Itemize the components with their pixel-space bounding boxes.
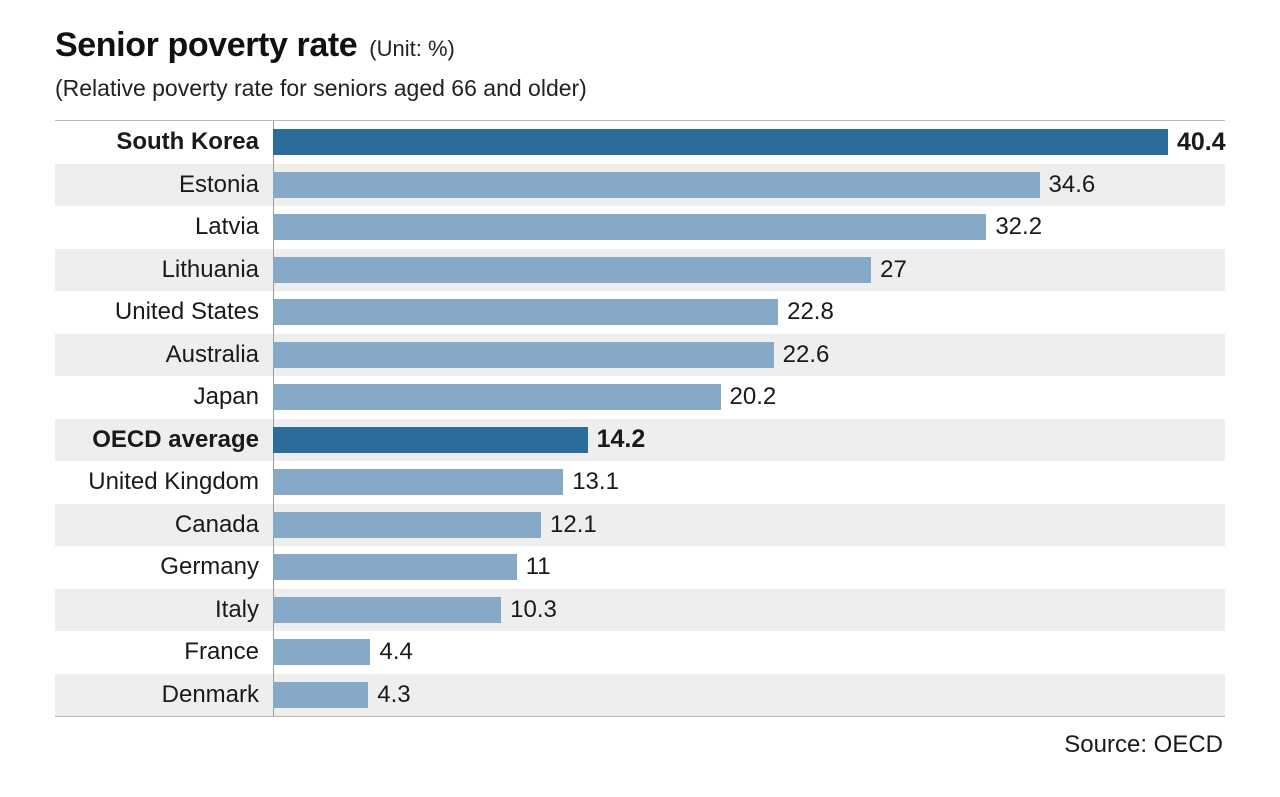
table-row [55, 631, 1225, 674]
bar-area [273, 589, 1225, 632]
table-row [55, 164, 1225, 207]
bar [273, 512, 541, 538]
bar-area [273, 376, 1225, 419]
bar-chart [55, 120, 1225, 717]
bar [273, 342, 774, 368]
table-row [55, 121, 1225, 164]
table-row [55, 206, 1225, 249]
bar-area [273, 164, 1225, 207]
chart-rows [55, 121, 1225, 716]
bar-area [273, 206, 1225, 249]
bar [273, 427, 588, 453]
bar-value-label: 13.1 [572, 468, 619, 496]
bar-area [273, 291, 1225, 334]
row-label: Australia [165, 340, 259, 368]
chart-header [55, 0, 1225, 102]
title-line [55, 26, 1225, 65]
bar-area [273, 334, 1225, 377]
row-label: Denmark [161, 680, 259, 708]
bar-value-label: 12.1 [550, 510, 597, 538]
bar-value-label: 27 [880, 255, 907, 283]
bar-area [273, 631, 1225, 674]
table-row [55, 546, 1225, 589]
bar-value-label: 34.6 [1048, 170, 1096, 198]
bar [273, 257, 871, 283]
chart-subtitle: (Relative poverty rate for seniors aged 66 and older) [55, 75, 587, 101]
row-label: France [184, 638, 259, 666]
bar-area [273, 249, 1225, 292]
bar [273, 129, 1168, 155]
table-row [55, 461, 1225, 504]
bar-area [273, 546, 1225, 589]
bar-value-label: 32.2 [995, 213, 1043, 241]
bar-value-label: 20.2 [729, 383, 777, 411]
page-title: Senior poverty rate [55, 26, 358, 64]
row-label: Germany [160, 553, 259, 581]
table-row [55, 589, 1225, 632]
row-label: South Korea [116, 128, 259, 156]
bar-value-label: 40.4 [1177, 127, 1226, 156]
table-row [55, 674, 1225, 717]
row-label: United Kingdom [88, 468, 259, 496]
row-label: Estonia [178, 170, 259, 198]
bar-value-label: 4.4 [379, 638, 413, 666]
table-row [55, 419, 1225, 462]
row-label: Italy [214, 595, 259, 623]
row-label: OECD average [92, 425, 259, 453]
bar-value-label: 10.3 [510, 595, 557, 623]
table-row [55, 504, 1225, 547]
bar [273, 469, 563, 495]
row-label: Latvia [194, 213, 259, 241]
bar-area [273, 121, 1226, 164]
source-note: Source: OECD [1064, 731, 1223, 758]
bar [273, 384, 721, 410]
table-row [55, 376, 1225, 419]
bar [273, 597, 501, 623]
bar-area [273, 674, 1225, 717]
bar-area [273, 461, 1225, 504]
bar-area [273, 419, 1225, 462]
bar [273, 639, 370, 665]
bar [273, 682, 368, 708]
bar [273, 214, 986, 240]
bar-value-label: 14.2 [596, 425, 646, 454]
bar [273, 554, 517, 580]
row-label: Japan [193, 383, 259, 411]
bar-value-label: 22.8 [787, 298, 834, 326]
bar [273, 299, 778, 325]
bar-value-label: 4.3 [377, 680, 411, 708]
bar-value-label: 11 [525, 553, 551, 581]
bar-area [273, 504, 1225, 547]
unit-label: (Unit: %) [369, 36, 455, 61]
row-label: Canada [174, 510, 259, 538]
table-row [55, 334, 1225, 377]
row-label: Lithuania [161, 255, 259, 283]
bar-value-label: 22.6 [782, 340, 830, 368]
bar [273, 172, 1040, 198]
table-row [55, 291, 1225, 334]
row-label: United States [114, 298, 259, 326]
table-row [55, 249, 1225, 292]
